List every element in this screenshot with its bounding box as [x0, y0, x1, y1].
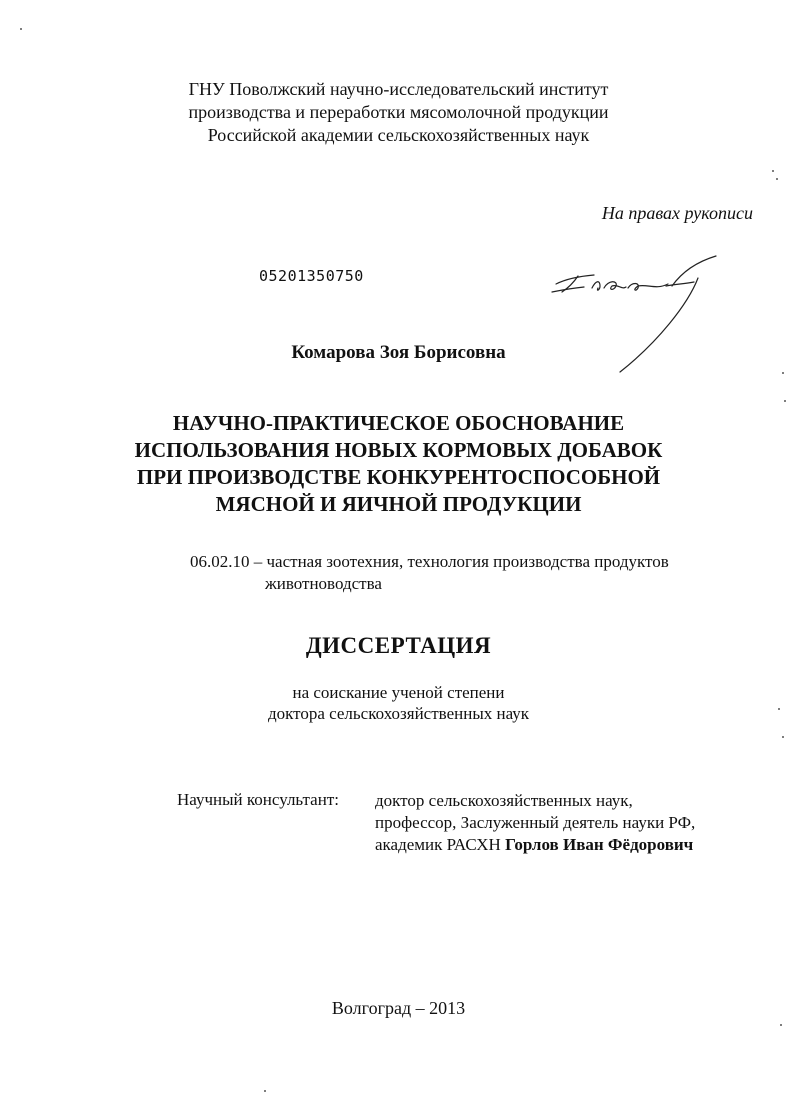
- consultant-line: профессор, Заслуженный деятель науки РФ,: [375, 813, 696, 832]
- scan-speck: [780, 1024, 782, 1026]
- scan-speck: [782, 736, 784, 738]
- scan-speck: [784, 400, 786, 402]
- scan-speck: [772, 170, 774, 172]
- degree-line: доктора сельскохозяйственных наук: [267, 704, 530, 723]
- scan-speck: [778, 708, 780, 710]
- document-code: 05201350750: [259, 267, 364, 285]
- document-type: ДИССЕРТАЦИЯ: [305, 633, 492, 658]
- institute-line: Российской академии сельскохозяйственных наук: [207, 125, 590, 145]
- manuscript-rights-note: На правах рукописи: [601, 203, 753, 223]
- city-year: Волгоград – 2013: [331, 998, 466, 1018]
- consultant-info: [375, 790, 695, 856]
- title-line: ИСПОЛЬЗОВАНИЯ НОВЫХ КОРМОВЫХ ДОБАВОК: [134, 438, 663, 462]
- scan-speck: [776, 178, 778, 180]
- institute-line: ГНУ Поволжский научно-исследовательский институт: [188, 79, 609, 99]
- title-line: ПРИ ПРОИЗВОДСТВЕ КОНКУРЕНТОСПОСОБНОЙ: [136, 465, 661, 489]
- author-name: Комарова Зоя Борисовна: [291, 342, 506, 363]
- title-line: МЯСНОЙ И ЯИЧНОЙ ПРОДУКЦИИ: [215, 492, 582, 516]
- consultant-line: [375, 834, 695, 856]
- degree-line: на соискание ученой степени: [292, 683, 505, 702]
- scan-speck: [264, 1090, 266, 1092]
- scan-speck: [20, 28, 22, 30]
- scan-speck: [782, 372, 784, 374]
- consultant-line: доктор сельскохозяйственных наук,: [375, 791, 633, 810]
- degree-block: [0, 682, 797, 724]
- title-line: НАУЧНО-ПРАКТИЧЕСКОЕ ОБОСНОВАНИЕ: [172, 411, 625, 435]
- institute-block: [0, 78, 797, 147]
- specialty-line: 06.02.10 – частная зоотехния, технология производства продуктов: [190, 552, 669, 571]
- consultant-name: Горлов Иван Фёдорович: [505, 835, 694, 854]
- consultant-title: академик РАСХН: [375, 835, 506, 854]
- specialty-block: [190, 551, 669, 595]
- consultant-label: Научный консультант:: [177, 790, 339, 809]
- dissertation-title: [0, 410, 797, 518]
- institute-line: производства и переработки мясомолочной продукции: [188, 102, 609, 122]
- specialty-line: животноводства: [265, 574, 382, 593]
